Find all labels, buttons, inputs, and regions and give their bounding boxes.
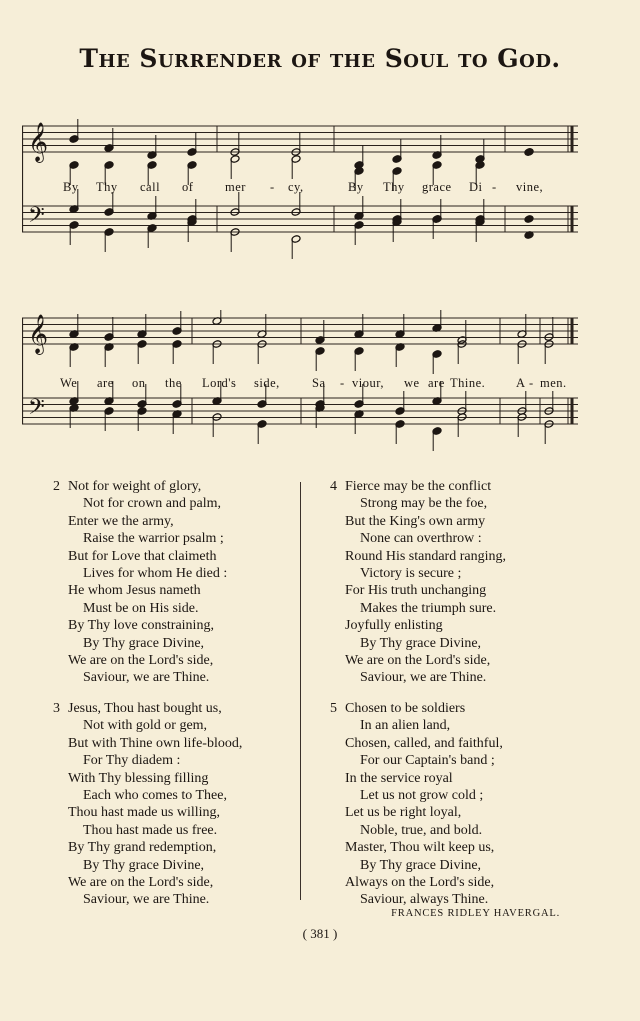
verse-line: By Thy grace Divine,	[83, 635, 205, 651]
verse-line: Noble, true, and bold.	[360, 822, 483, 838]
lyric-syllable: viour,	[352, 376, 385, 390]
lyric-syllable: By	[348, 180, 364, 194]
lyric-syllable: cy,	[288, 180, 304, 194]
verse-line: Must be on His side.	[83, 600, 199, 616]
verse-line: Not for crown and palm,	[83, 496, 222, 512]
verse-line: Master, Thou wilt keep us,	[345, 840, 495, 856]
verse-line: By Thy grand redemption,	[68, 840, 217, 856]
verses-right-column	[330, 478, 506, 922]
verse-line: We are on the Lord's side,	[68, 653, 214, 669]
lyric-syllable: we	[404, 376, 420, 390]
lyric-syllable: Thine.	[450, 376, 486, 390]
verse-line: Enter we the army,	[68, 513, 174, 529]
verse-2	[53, 478, 242, 687]
verses-left-column	[53, 478, 243, 922]
verse-line: By Thy grace Divine,	[360, 635, 482, 651]
lyric-syllable: -	[529, 376, 534, 390]
verse-3	[53, 700, 243, 909]
lyric-syllable: the	[165, 376, 182, 390]
verse-line: Saviour, we are Thine.	[83, 670, 210, 686]
treble-clef-icon: 𝄞	[28, 314, 49, 354]
lyric-syllable: grace	[422, 180, 452, 194]
page-number: ( 381 )	[302, 926, 338, 941]
music-system-1	[22, 118, 578, 268]
note-head	[524, 215, 534, 224]
verse-line: But for Love that claimeth	[68, 548, 217, 564]
verse-line: None can overthrow :	[360, 531, 482, 547]
lyric-syllable: are	[97, 376, 114, 390]
verse-number: 5	[330, 700, 337, 716]
verse-line: In an alien land,	[360, 718, 451, 734]
verse-line: Victory is secure ;	[360, 566, 462, 582]
verse-line: Always on the Lord's side,	[345, 874, 495, 890]
verse-number: 4	[330, 479, 337, 494]
verse-line: Saviour, always Thine.	[360, 892, 489, 908]
verse-line: For Thy diadem :	[83, 753, 181, 769]
hymn-title: The Surrender of the Soul to God.	[79, 44, 561, 73]
verse-line: But with Thine own life-blood,	[68, 735, 243, 751]
verse-4	[330, 478, 506, 687]
verse-line: Not with gold or gem,	[83, 718, 208, 734]
verse-line: Round His standard ranging,	[345, 548, 506, 564]
verse-line: By Thy love constraining,	[68, 618, 214, 634]
lyric-syllable: By	[63, 180, 79, 194]
treble-clef-icon: 𝄞	[28, 122, 49, 162]
verse-line: Each who comes to Thee,	[83, 787, 227, 803]
verse-5	[330, 700, 506, 909]
verse-line: Strong may be the foe,	[360, 496, 488, 512]
verse-line: For His truth unchanging	[345, 583, 487, 599]
lyric-syllable: are	[428, 376, 445, 390]
verse-number: 2	[53, 479, 60, 494]
lyric-syllable: -	[340, 376, 345, 390]
verse-line: Jesus, Thou hast bought us,	[68, 700, 222, 716]
verse-line: Makes the triumph sure.	[360, 600, 497, 616]
verse-line: We are on the Lord's side,	[345, 653, 491, 669]
lyric-syllable: on	[132, 376, 146, 390]
note-head	[524, 148, 534, 157]
author-credit: FRANCES RIDLEY HAVERGAL.	[391, 908, 560, 919]
verse-line: Lives for whom He died :	[83, 566, 228, 582]
column-divider	[300, 482, 301, 900]
lyric-syllable: of	[182, 180, 194, 194]
verse-line: By Thy grace Divine,	[360, 857, 482, 873]
verse-line: For our Captain's band ;	[360, 753, 495, 769]
lyric-syllable: Sa	[312, 376, 326, 390]
verse-line: But the King's own army	[345, 513, 486, 529]
verse-number: 3	[53, 700, 60, 716]
lyric-syllable: Di	[469, 180, 483, 194]
lyric-syllable: -	[270, 180, 275, 194]
verse-line: In the service royal	[345, 770, 453, 786]
verse-line: Raise the warrior psalm ;	[83, 531, 224, 547]
verse-line: Thou hast made us willing,	[68, 805, 221, 821]
bass-clef-icon: 𝄢	[28, 203, 45, 233]
verse-line: He whom Jesus nameth	[68, 583, 201, 599]
verse-line: Saviour, we are Thine.	[83, 892, 210, 908]
verse-line: Fierce may be the conflict	[345, 479, 492, 494]
lyric-syllable: side,	[254, 376, 280, 390]
verse-line: Chosen, called, and faithful,	[345, 735, 503, 751]
lyric-syllable: Thy	[96, 180, 118, 194]
lyric-syllable: call	[140, 180, 161, 194]
lyric-syllable: vine,	[516, 180, 544, 194]
verse-line: Let us be right loyal,	[345, 805, 462, 821]
verse-line: Chosen to be soldiers	[345, 700, 466, 716]
verse-line: Joyfully enlisting	[345, 618, 443, 634]
verse-line: By Thy grace Divine,	[83, 857, 205, 873]
lyric-syllable: Thy	[383, 180, 405, 194]
verse-line: Let us not grow cold ;	[360, 787, 484, 803]
verse-line: Thou hast made us free.	[83, 822, 218, 838]
verse-line: With Thy blessing filling	[68, 770, 209, 786]
lyric-syllable: men.	[540, 376, 567, 390]
lyric-syllable: We	[60, 376, 78, 390]
verse-line: Not for weight of glory,	[68, 479, 202, 494]
lyric-syllable: mer	[225, 180, 246, 194]
music-system-2	[22, 310, 578, 460]
bass-clef-icon: 𝄢	[28, 395, 45, 425]
lyric-syllable: A	[516, 376, 526, 390]
verse-line: Saviour, we are Thine.	[360, 670, 487, 686]
lyric-syllable: -	[492, 180, 497, 194]
verse-line: We are on the Lord's side,	[68, 874, 214, 890]
lyric-syllable: Lord's	[202, 376, 237, 390]
